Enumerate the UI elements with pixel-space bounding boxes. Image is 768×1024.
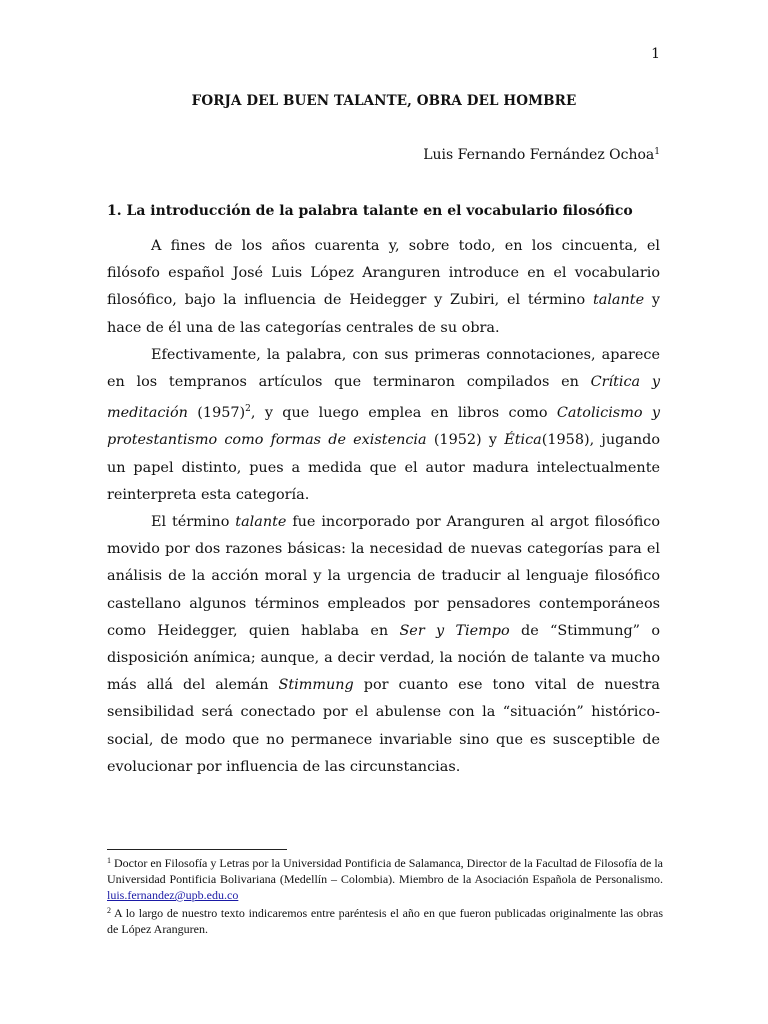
book-title-critica: Crítica y meditación (107, 374, 660, 422)
section-heading: 1. La introducción de la palabra talante en el vocabulario filosófico (107, 203, 633, 219)
paragraph-2-text-a: Efectivamente, la palabra, con sus primeras connotaciones, aparece en los tempranos artículos que terminaron compilados en (107, 346, 660, 391)
term-talante-2: talante (235, 514, 287, 531)
author-footnote-ref[interactable]: 1 (654, 147, 660, 157)
book-title-ser-y-tiempo: Ser y Tiempo (399, 622, 510, 639)
footnote-2-text: A lo largo de nuestro texto indicaremos entre paréntesis el año en que fueron publicadas originalmente las obras de López Aranguren. (107, 906, 663, 936)
paragraph-2-text-b: (1957) (197, 405, 246, 422)
footnote-divider (107, 849, 287, 850)
footnote-ref-2[interactable]: 2 (245, 404, 251, 415)
footnote-2 (107, 903, 663, 937)
paragraph-1 (107, 233, 660, 342)
paragraph-2-text-e: (1958), jugando un papel distinto, pues a medida que el autor madura intelectualmente reinterpreta esta categoría. (107, 432, 661, 503)
book-title-etica: Ética (504, 432, 542, 449)
body-text (107, 233, 660, 781)
term-talante: talante (592, 292, 645, 309)
paragraph-3-text-c: de “Stimmung” o disposición anímica; aunque, a decir verdad, la noción de talante va mucho más allá del alemán (107, 622, 660, 694)
page-number: 1 (651, 46, 660, 62)
paragraph-2-text-c: , y que luego emplea en libros como (250, 405, 548, 422)
document-title: FORJA DEL BUEN TALANTE, OBRA DEL HOMBRE (191, 93, 577, 109)
paragraph-3-text-a: El término (151, 514, 230, 531)
paragraph-3-text-b: fue incorporado por Aranguren al argot filosófico movido por dos razones básicas: la necesidad de nuevas categorías para el análisis de la acción moral y la urgencia de traducir al lenguaje filosófico castellano algunos términos empleados por pensadores contemporáneos como Heidegger, quien hablaba en (107, 514, 661, 639)
paragraph-1-end: y hace de él una de las categorías centrales de su obra. (107, 292, 660, 336)
footnote-2-number: 2 (107, 906, 111, 915)
paragraph-3-text-d: por cuanto ese tono vital de nuestra sensibilidad será conectado por el abulense con la “situación” histórico-social, de modo que no permanece invariable sino que es susceptible de evolucionar por influencia de las circunstancias. (107, 677, 661, 775)
book-title-catolicismo: Catolicismo y protestantismo como formas de existencia (107, 405, 660, 449)
author-line (423, 147, 660, 163)
author-email-link[interactable]: luis.fernandez@upb.edu.co (107, 888, 239, 902)
paragraph-2-text-d: (1952) y (433, 432, 497, 449)
footnote-1 (107, 853, 663, 903)
footnotes (107, 853, 663, 937)
paragraph-1-text: A fines de los años cuarenta y, sobre todo, en los cincuenta, el filósofo español José Luis López Aranguren introduce en el vocabulario filosófico, bajo la influencia de Heidegger y Zubiri, el término (107, 238, 660, 309)
paragraph-3 (107, 509, 660, 781)
footnote-1-text: Doctor en Filosofía y Letras por la Universidad Pontificia de Salamanca, Director de la Facultad de Filosofía de la Universidad Pontificia Bolivariana (Medellín – Colombia). Miembro de la Asociación Española de Personalismo. (107, 856, 663, 886)
term-stimmung: Stimmung (278, 677, 354, 694)
paragraph-2 (107, 342, 660, 509)
footnote-1-number: 1 (107, 856, 111, 865)
author-name: Luis Fernando Fernández Ochoa (423, 147, 655, 163)
